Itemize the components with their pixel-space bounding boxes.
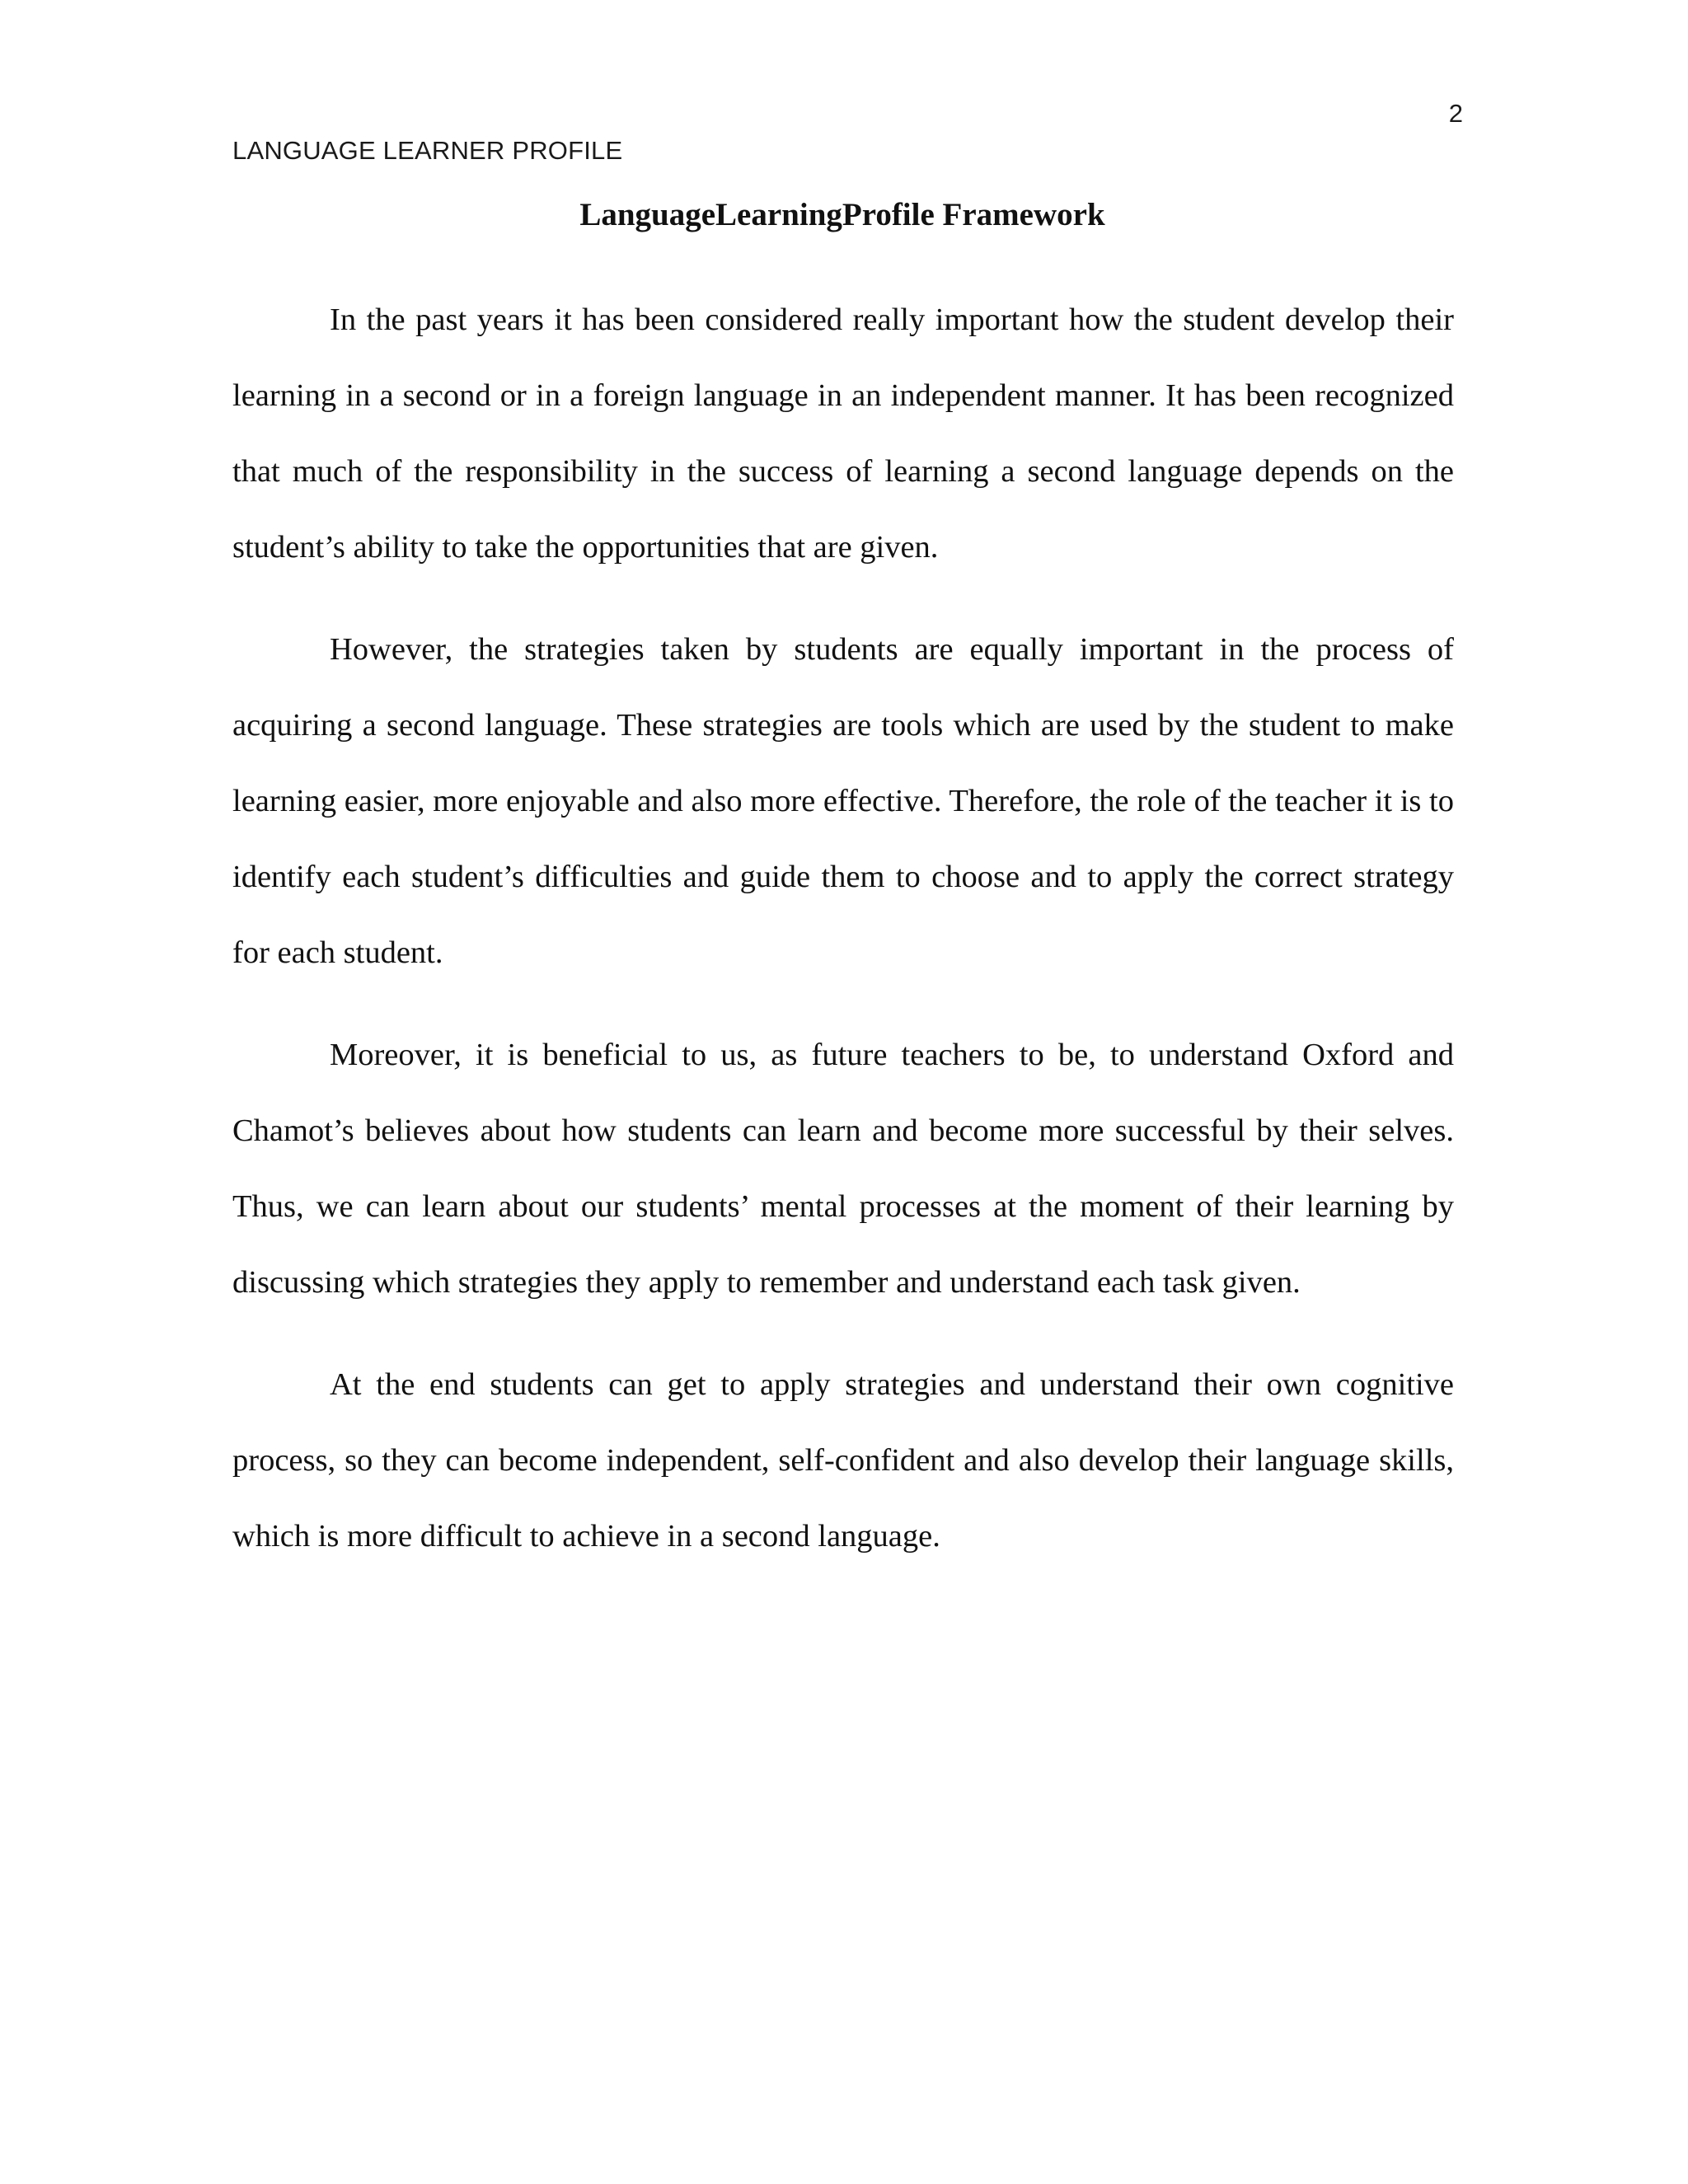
body-paragraph: In the past years it has been considered really important how the student develop their learning in a second or in a foreign language in an independent manner. It has been recognized that much of the responsibility in the success of learning a second language depends on the student’s ability to take the opportunities that are given. — [232, 302, 1454, 565]
document-title: LanguageLearningProfile Framework — [579, 197, 1105, 232]
running-head: LANGUAGE LEARNER PROFILE — [232, 136, 623, 165]
body-paragraph: At the end students can get to apply strategies and understand their own cognitive process, so they can become independent, self-confident and also develop their language skills, which is more difficult to achieve in a second language. — [232, 1367, 1454, 1554]
page-number: 2 — [1448, 99, 1463, 128]
document-body — [232, 282, 1454, 1601]
body-paragraph: However, the strategies taken by students are equally important in the process of acquiring a second language. These strategies are tools which are used by the student to make learning easier, more enjoyable and also more effective. Therefore, the role of the teacher it is to identify each student’s difficulties and guide them to choose and to apply the correct strategy for each student. — [232, 632, 1454, 970]
body-paragraph: Moreover, it is beneficial to us, as future teachers to be, to understand Oxford and Chamot’s believes about how students can learn and become more successful by their selves. Thus, we can learn about our students’ mental processes at the moment of their learning by discussing which strategies they apply to remember and understand each task given. — [232, 1038, 1454, 1300]
